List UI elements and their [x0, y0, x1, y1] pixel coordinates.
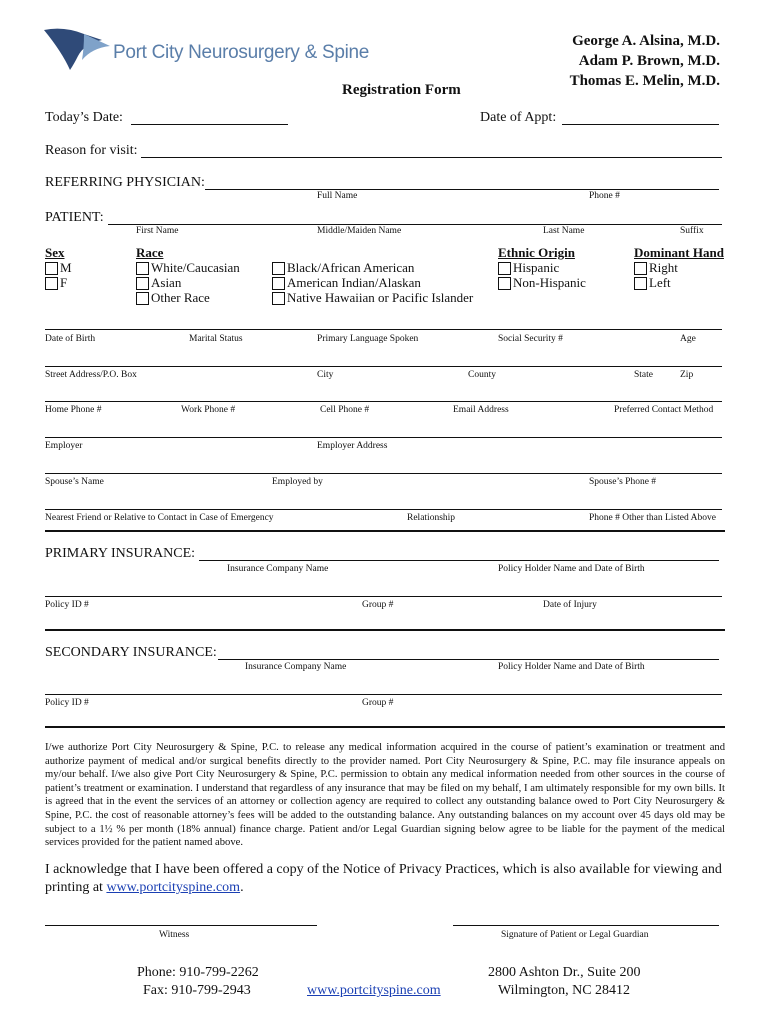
todays-date-field[interactable]	[131, 124, 288, 125]
sex-heading: Sex	[45, 245, 65, 260]
secondary-insurance-label: SECONDARY INSURANCE:	[45, 645, 217, 660]
race-option[interactable]: Black/African American	[272, 260, 414, 276]
company-caption: Insurance Company Name	[227, 564, 329, 574]
patient-signature-field[interactable]	[453, 925, 719, 926]
checkbox-icon[interactable]	[45, 262, 58, 275]
other-phone-caption: Phone # Other than Listed Above	[589, 513, 716, 523]
race-option[interactable]: Native Hawaiian or Pacific Islander	[272, 290, 473, 306]
doctor-name: Thomas E. Melin, M.D.	[569, 73, 720, 89]
appt-date-field[interactable]	[562, 124, 719, 125]
street-caption: Street Address/P.O. Box	[45, 370, 137, 380]
checkbox-icon[interactable]	[498, 262, 511, 275]
website-link[interactable]: www.portcityspine.com	[106, 880, 241, 895]
home-phone-caption: Home Phone #	[45, 405, 102, 415]
primary-insurance-field[interactable]	[199, 560, 719, 561]
group-caption: Group #	[362, 600, 394, 610]
spouse-phone-caption: Spouse’s Phone #	[589, 477, 657, 487]
row-dob-field[interactable]	[45, 329, 722, 330]
divider	[45, 726, 725, 728]
company-caption: Insurance Company Name	[245, 662, 347, 672]
patient-name-field[interactable]	[108, 224, 722, 225]
checkbox-icon[interactable]	[136, 262, 149, 275]
footer-fax: Fax: 910-799-2943	[143, 983, 251, 998]
todays-date-label: Today’s Date:	[45, 110, 123, 125]
row-emergency-field[interactable]	[45, 509, 722, 510]
checkbox-icon[interactable]	[136, 277, 149, 290]
logo	[44, 26, 110, 75]
suffix-caption: Suffix	[680, 226, 704, 236]
patient-label: PATIENT:	[45, 210, 104, 225]
dob-caption: Date of Birth	[45, 334, 96, 344]
sex-option-f[interactable]: F	[45, 275, 67, 291]
checkbox-icon[interactable]	[272, 262, 285, 275]
hand-option[interactable]: Right	[634, 260, 678, 276]
employed-by-caption: Employed by	[272, 477, 323, 487]
divider	[45, 530, 725, 532]
ethnic-option[interactable]: Hispanic	[498, 260, 559, 276]
marital-caption: Marital Status	[189, 334, 243, 344]
row-phones-field[interactable]	[45, 401, 722, 402]
race-option[interactable]: White/Caucasian	[136, 260, 240, 276]
checkbox-icon[interactable]	[272, 292, 285, 305]
injury-date-caption: Date of Injury	[543, 600, 597, 610]
spouse-name-caption: Spouse’s Name	[45, 477, 104, 487]
referring-label: REFERRING PHYSICIAN:	[45, 175, 205, 190]
doctor-list	[570, 31, 720, 91]
last-name-caption: Last Name	[543, 226, 585, 236]
primary-insurance-label: PRIMARY INSURANCE:	[45, 546, 196, 561]
policy-id-caption: Policy ID #	[45, 698, 89, 708]
patient-signature-caption: Signature of Patient or Legal Guardian	[501, 930, 649, 940]
footer-phone: Phone: 910-799-2262	[137, 965, 259, 980]
checkbox-icon[interactable]	[634, 277, 647, 290]
authorization-text: I/we authorize Port City Neurosurgery & Spine, P.C. to release any medical information acquired in the course of patient’s examination or treatment and authorize payment of medical and/or surgical benefits directly to the provider named. Port City Neurosurgery & Spine, P.C. may file insurance appeals on my/our behalf. I/we also give Port City Neurosurgery & Spine, P.C. permission to obtain any medical information needed from other sources in the course of patient’s treatment or examination. I understand that regardless of any insurance that may be filed on my behalf, I am ultimately responsible for my own bills. It is agreed that in the event the services of an attorney or collection agency are required to collect any outstanding balance owed to Port City Neurosurgery & Spine, P.C. the cost of reasonable attorney’s fees will be added to the outstanding balance. Any outstanding balances on my account over 45 days old may be subject to a 1½ % per month (18% annual) finance charge. Patient and/or Legal Guardian signing below agree to be liable for the payment of the medical services provided for the patient named above.	[45, 742, 725, 849]
sex-option-m[interactable]: M	[45, 260, 72, 276]
employer-caption: Employer	[45, 441, 83, 451]
race-heading: Race	[136, 245, 164, 260]
witness-caption: Witness	[159, 930, 190, 940]
zip-caption: Zip	[680, 370, 694, 380]
race-option[interactable]: Asian	[136, 275, 181, 291]
email-caption: Email Address	[453, 405, 509, 415]
ethnic-option[interactable]: Non-Hispanic	[498, 275, 586, 291]
checkbox-icon[interactable]	[498, 277, 511, 290]
footer-website-link[interactable]: www.portcityspine.com	[307, 983, 441, 998]
county-caption: County	[468, 370, 496, 380]
city-caption: City	[317, 370, 334, 380]
secondary-insurance-field[interactable]	[218, 659, 719, 660]
referring-field[interactable]	[205, 189, 719, 190]
group-caption: Group #	[362, 698, 394, 708]
employer-address-caption: Employer Address	[317, 441, 388, 451]
emergency-contact-caption: Nearest Friend or Relative to Contact in Case of Emergency	[45, 513, 274, 523]
ssn-caption: Social Security #	[498, 334, 563, 344]
contact-method-caption: Preferred Contact Method	[614, 405, 714, 415]
checkbox-icon[interactable]	[634, 262, 647, 275]
privacy-acknowledgement: I acknowledge that I have been offered a copy of the Notice of Privacy Practices, which is also available for viewing and printing at www.portcityspine.com.	[45, 862, 722, 895]
secondary-policy-field[interactable]	[45, 694, 722, 695]
policy-id-caption: Policy ID #	[45, 600, 89, 610]
doctor-name: George A. Alsina, M.D.	[572, 33, 720, 49]
holder-caption: Policy Holder Name and Date of Birth	[498, 564, 645, 574]
state-caption: State	[634, 370, 653, 380]
ethnic-heading: Ethnic Origin	[498, 245, 575, 260]
phone-caption: Phone #	[589, 191, 620, 201]
cell-phone-caption: Cell Phone #	[320, 405, 370, 415]
divider	[45, 629, 725, 631]
logo-text: Port City Neurosurgery & Spine	[113, 42, 370, 63]
hand-heading: Dominant Hand	[634, 245, 724, 260]
checkbox-icon[interactable]	[272, 277, 285, 290]
reason-field[interactable]	[141, 157, 722, 158]
doctor-name: Adam P. Brown, M.D.	[578, 53, 720, 69]
witness-signature-field[interactable]	[45, 925, 317, 926]
row-address-field[interactable]	[45, 366, 722, 367]
appt-date-label: Date of Appt:	[480, 110, 557, 125]
age-caption: Age	[680, 334, 696, 344]
full-name-caption: Full Name	[317, 191, 358, 201]
race-option[interactable]: American Indian/Alaskan	[272, 275, 421, 291]
checkbox-icon[interactable]	[136, 292, 149, 305]
row-employer-field[interactable]	[45, 437, 722, 438]
primary-policy-field[interactable]	[45, 596, 722, 597]
footer-address-line1: 2800 Ashton Dr., Suite 200	[488, 965, 641, 980]
hand-option[interactable]: Left	[634, 275, 671, 291]
middle-name-caption: Middle/Maiden Name	[317, 226, 402, 236]
logo-mark-icon	[44, 26, 110, 70]
language-caption: Primary Language Spoken	[317, 334, 419, 344]
footer-address-line2: Wilmington, NC 28412	[498, 983, 631, 998]
reason-label: Reason for visit:	[45, 143, 138, 158]
row-spouse-field[interactable]	[45, 473, 722, 474]
race-option[interactable]: Other Race	[136, 290, 210, 306]
first-name-caption: First Name	[136, 226, 179, 236]
page-title: Registration Form	[342, 82, 461, 98]
work-phone-caption: Work Phone #	[181, 405, 236, 415]
checkbox-icon[interactable]	[45, 277, 58, 290]
relationship-caption: Relationship	[407, 513, 456, 523]
holder-caption: Policy Holder Name and Date of Birth	[498, 662, 645, 672]
